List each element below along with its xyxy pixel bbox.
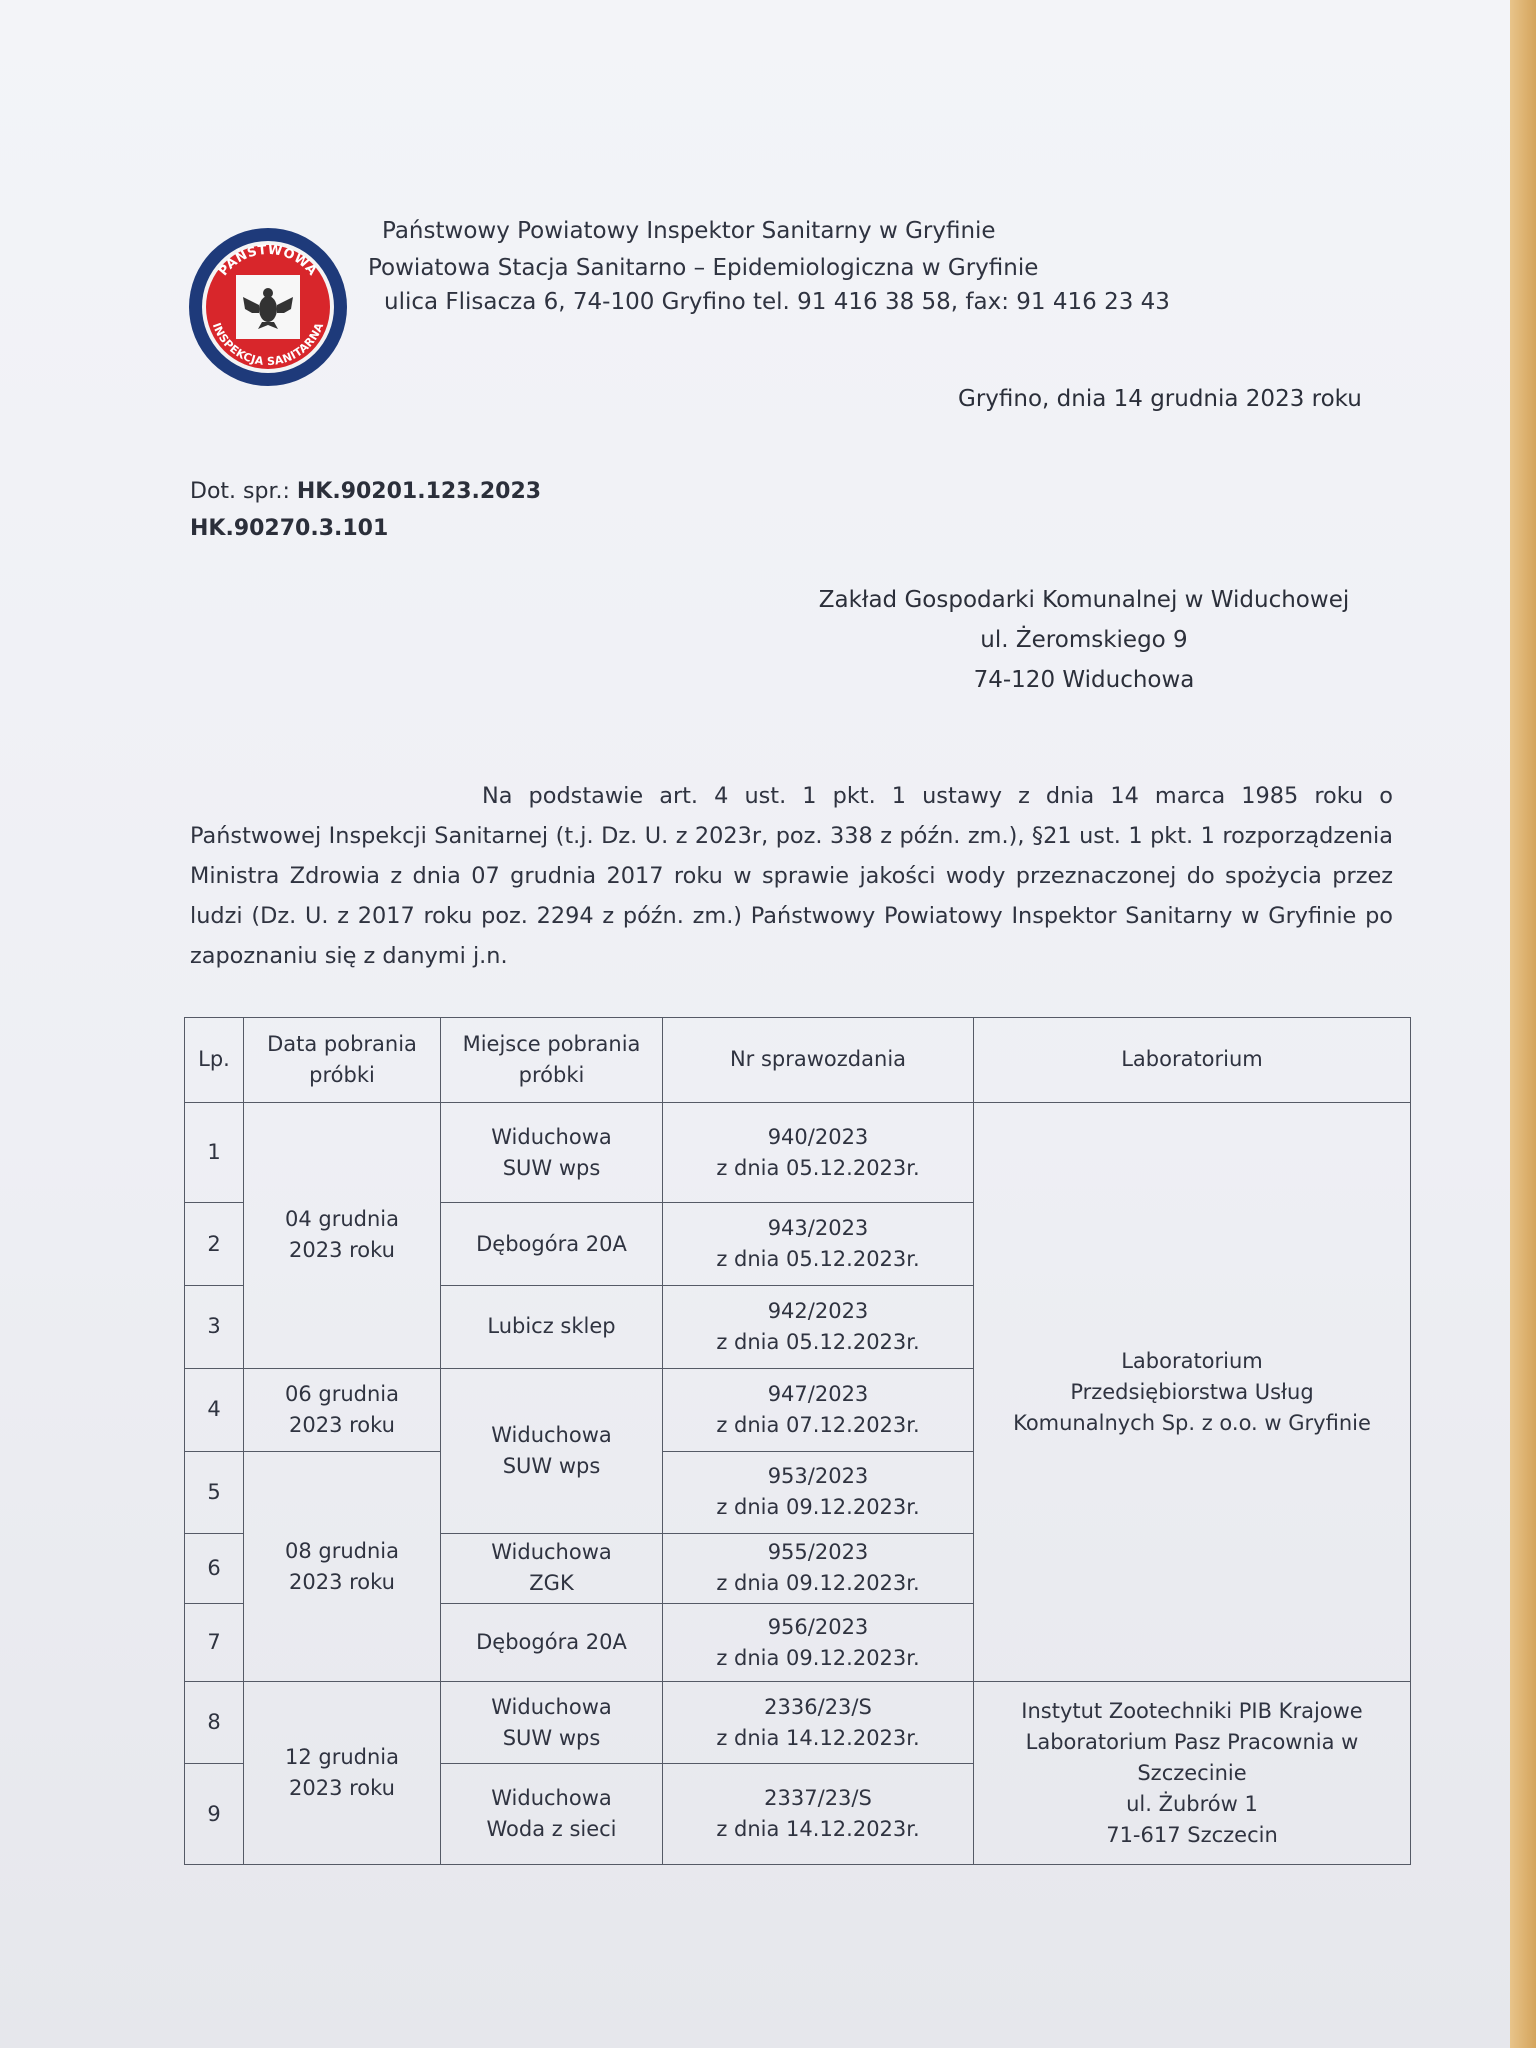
cell-report: 943/2023 z dnia 05.12.2023r. bbox=[663, 1203, 974, 1286]
cell-lp: 5 bbox=[185, 1452, 244, 1534]
sanitary-inspection-logo bbox=[188, 227, 348, 387]
table-row bbox=[185, 1102, 1411, 1203]
cell-lp: 9 bbox=[185, 1764, 244, 1865]
case-reference-number-2: HK.90270.3.101 bbox=[190, 516, 389, 541]
table-row bbox=[185, 1682, 1411, 1764]
cell-place: Widuchowa ZGK bbox=[441, 1533, 663, 1603]
header-line-1: Państwowy Powiatowy Inspektor Sanitarny w Gryfinie bbox=[382, 218, 996, 244]
cell-report: 2336/23/S z dnia 14.12.2023r. bbox=[663, 1682, 974, 1764]
body-line: Państwowej Inspekcji Sanitarnej (t.j. Dz. U. z 2023r, poz. 338 z późn. zm.), §21 ust. 1 pkt. 1 rozporządzenia bbox=[190, 823, 1393, 849]
document-date: Gryfino, dnia 14 grudnia 2023 roku bbox=[958, 386, 1362, 412]
cell-lab: Instytut Zootechniki PIB Krajowe Laboratorium Pasz Pracownia w Szczecinie ul. Żubrów 1 71-617 Szczecin bbox=[974, 1682, 1411, 1865]
cell-place: Dębogóra 20A bbox=[441, 1604, 663, 1682]
cell-place: Widuchowa SUW wps bbox=[441, 1368, 663, 1533]
case-reference-prefix: Dot. spr.: bbox=[190, 479, 297, 504]
samples-table bbox=[184, 1017, 1411, 1865]
cell-report: 942/2023 z dnia 05.12.2023r. bbox=[663, 1286, 974, 1369]
cell-report: 940/2023 z dnia 05.12.2023r. bbox=[663, 1102, 974, 1203]
cell-date: 04 grudnia 2023 roku bbox=[244, 1102, 441, 1368]
cell-place: Lubicz sklep bbox=[441, 1286, 663, 1369]
body-line: Na podstawie art. 4 ust. 1 pkt. 1 ustawy z dnia 14 marca 1985 roku o bbox=[482, 783, 1393, 809]
body-paragraph bbox=[190, 776, 1393, 976]
logo-text-top: PAŃSTWOWA bbox=[216, 242, 320, 279]
cell-date: 06 grudnia 2023 roku bbox=[244, 1368, 441, 1452]
cell-lp: 2 bbox=[185, 1203, 244, 1286]
cell-lp: 7 bbox=[185, 1604, 244, 1682]
cell-place: Widuchowa Woda z sieci bbox=[441, 1764, 663, 1865]
cell-report: 2337/23/S z dnia 14.12.2023r. bbox=[663, 1764, 974, 1865]
recipient-city: 74-120 Widuchowa bbox=[973, 667, 1195, 693]
cell-place: Widuchowa SUW wps bbox=[441, 1102, 663, 1203]
cell-report: 956/2023 z dnia 09.12.2023r. bbox=[663, 1604, 974, 1682]
cell-lp: 4 bbox=[185, 1368, 244, 1452]
cell-report: 947/2023 z dnia 07.12.2023r. bbox=[663, 1368, 974, 1452]
header-line-2: Powiatowa Stacja Sanitarno – Epidemiologiczna w Gryfinie bbox=[368, 255, 1039, 281]
desk-background bbox=[1510, 0, 1536, 2048]
cell-lp: 8 bbox=[185, 1682, 244, 1764]
body-line: zapoznaniu się z danymi j.n. bbox=[190, 943, 508, 969]
cell-lp: 3 bbox=[185, 1286, 244, 1369]
header-line-3: ulica Flisacza 6, 74-100 Gryfino tel. 91 416 38 58, fax: 91 416 23 43 bbox=[384, 289, 1170, 315]
cell-place: Widuchowa SUW wps bbox=[441, 1682, 663, 1764]
cell-date: 12 grudnia 2023 roku bbox=[244, 1682, 441, 1865]
cell-lp: 1 bbox=[185, 1102, 244, 1203]
body-line: Ministra Zdrowia z dnia 07 grudnia 2017 roku w sprawie jakości wody przeznaczonej do spożycia przez bbox=[190, 863, 1393, 889]
cell-lab: Laboratorium Przedsiębiorstwa Usług Komunalnych Sp. z o.o. w Gryfinie bbox=[974, 1102, 1411, 1682]
cell-place: Dębogóra 20A bbox=[441, 1203, 663, 1286]
case-reference-line-2 bbox=[190, 516, 388, 541]
cell-date: 08 grudnia 2023 roku bbox=[244, 1452, 441, 1682]
col-header-date: Data pobrania próbki bbox=[244, 1018, 441, 1103]
cell-lp: 6 bbox=[185, 1533, 244, 1603]
cell-report: 955/2023 z dnia 09.12.2023r. bbox=[663, 1533, 974, 1603]
case-reference bbox=[190, 479, 541, 504]
col-header-report: Nr sprawozdania bbox=[663, 1018, 974, 1103]
case-reference-number-1: HK.90201.123.2023 bbox=[296, 479, 542, 504]
recipient-name: Zakład Gospodarki Komunalnej w Widuchowej bbox=[818, 587, 1350, 613]
table-header-row bbox=[185, 1018, 1411, 1103]
logo-text-bottom: INSPEKCJA SANITARNA bbox=[209, 320, 327, 369]
cell-report: 953/2023 z dnia 09.12.2023r. bbox=[663, 1452, 974, 1534]
body-line: ludzi (Dz. U. z 2017 roku poz. 2294 z późn. zm.) Państwowy Powiatowy Inspektor Sanitarny w Gryfinie po bbox=[190, 903, 1393, 929]
col-header-place: Miejsce pobrania próbki bbox=[441, 1018, 663, 1103]
col-header-lab: Laboratorium bbox=[974, 1018, 1411, 1103]
col-header-lp: Lp. bbox=[185, 1018, 244, 1103]
recipient-street: ul. Żeromskiego 9 bbox=[980, 627, 1188, 653]
